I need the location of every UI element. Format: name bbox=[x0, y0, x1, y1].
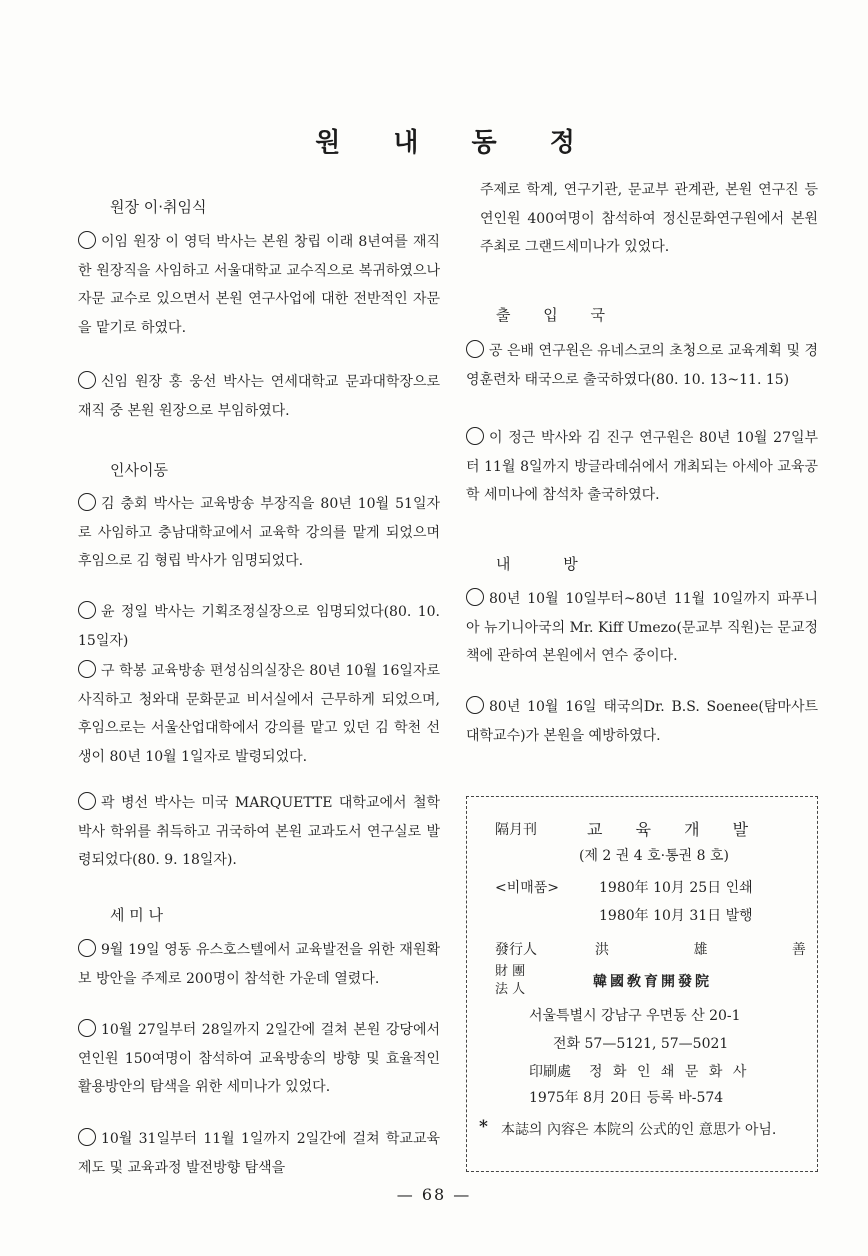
issue-info: (제 2 권 4 호·통권 8 호) bbox=[579, 848, 729, 864]
paragraph-incoming-director bbox=[78, 368, 440, 425]
paragraph-departure-1 bbox=[466, 337, 818, 394]
paragraph-text: 10월 31일부터 11월 1일까지 2일간에 걸쳐 학교교육제도 및 교육과정 발전방향 탐색을 bbox=[78, 1131, 440, 1176]
circle-bullet-icon bbox=[78, 371, 96, 389]
heading-departures: 출 입 국 bbox=[496, 306, 620, 324]
circle-bullet-icon bbox=[78, 792, 96, 810]
printer-name: 정 화 인 쇄 문 화 사 bbox=[589, 1064, 750, 1080]
paragraph-text: 80년 10월 16일 태국의Dr. B.S. Soenee(탐마사트 대학교수)가 본원을 예방하였다. bbox=[466, 699, 818, 744]
paragraph-personnel-4 bbox=[78, 789, 440, 875]
paragraph-text: 이 정근 박사와 김 진구 연구원은 80년 10월 27일부터 11월 8일까지 방글라데쉬에서 개최되는 아세아 교육공학 세미나에 참석차 출국하였다. bbox=[466, 430, 818, 503]
circle-bullet-icon bbox=[466, 340, 484, 358]
paragraph-seminar-3 bbox=[78, 1125, 440, 1182]
label-printer: 印刷處 bbox=[529, 1064, 571, 1080]
paragraph-seminar-1 bbox=[78, 936, 440, 993]
label-publisher: 發行人 bbox=[495, 942, 537, 958]
paragraph-text: 이임 원장 이 영덕 박사는 본원 창립 이래 8년여를 재직한 원장직을 사임하고 서울대학교 교수직으로 복귀하였으나 자문 교수로 있으면서 본원 연구사업에 대한 전반적인 자문을 맡기로 하였다. bbox=[78, 234, 440, 336]
note-asterisk: * bbox=[479, 1117, 488, 1137]
colophon-box bbox=[466, 796, 846, 1172]
registration: 1975年 8月 20日 등록 바-574 bbox=[529, 1090, 724, 1106]
phone: 전화 57—5121, 57—5021 bbox=[553, 1036, 729, 1052]
heading-director-ceremony: 원장 이·취임식 bbox=[110, 198, 207, 216]
paragraph-text: 김 충회 박사는 교육방송 부장직을 80년 10월 51일자로 사임하고 충남대학교에서 교육학 강의를 맡게 되었으며 후임으로 김 형립 박사가 임명되었다. bbox=[78, 496, 440, 569]
paragraph-text: 공 은배 연구원은 유네스코의 초청으로 교육계획 및 경영훈련차 태국으로 출국하였다(80. 10. 13~11. 15) bbox=[466, 343, 818, 388]
paragraph-text: 10월 27일부터 28일까지 2일간에 걸쳐 본원 강당에서 연인원 150여명이 참석하여 교육방송의 방향 및 효율적인 활용방안의 탐색을 위한 세미나가 있었다. bbox=[78, 1022, 440, 1095]
circle-bullet-icon bbox=[78, 493, 96, 511]
paragraph-text: 80년 10월 10일부터~80년 11월 10일까지 파푸니아 뉴기니아국의 Mr. Kiff Umezo(문교부 직원)는 문교정책에 관하여 본원에서 연수 중이다. bbox=[466, 591, 818, 664]
circle-bullet-icon bbox=[78, 1128, 96, 1146]
paragraph-visitor-1 bbox=[466, 585, 818, 671]
paragraph-seminar-3-continued: 주제로 학계, 연구기관, 문교부 관계관, 본원 연구진 등 연인원 400여명이 참석하여 정신문화연구원에서 본원 주최로 그랜드세미나가 있었다. bbox=[480, 182, 818, 255]
label-bimonthly: 隔月刊 bbox=[495, 822, 537, 838]
paragraph-personnel-1 bbox=[78, 490, 440, 576]
circle-bullet-icon bbox=[466, 427, 484, 445]
circle-bullet-icon bbox=[78, 939, 96, 957]
label-nonsale: <비매품> bbox=[495, 880, 560, 896]
label-foundation: 財 團 法 人 bbox=[495, 964, 526, 997]
circle-bullet-icon bbox=[466, 588, 484, 606]
journal-title: 교 육 개 발 bbox=[587, 820, 763, 839]
publication-date: 1980年 10月 31日 발행 bbox=[599, 908, 753, 924]
paragraph-departure-2 bbox=[466, 424, 818, 510]
page-number: — 68 — bbox=[396, 1185, 472, 1204]
paragraph-text: 곽 병선 박사는 미국 MARQUETTE 대학교에서 철학박사 학위를 취득하고 귀국하여 본원 교과도서 연구실로 발령되었다(80. 9. 18일자). bbox=[78, 795, 440, 868]
institute-name: 韓國敎育開發院 bbox=[593, 974, 712, 990]
paragraph-text: 9월 19일 영동 유스호스텔에서 교육발전을 위한 재원확보 방안을 주제로 200명이 참석한 가운데 열렸다. bbox=[78, 942, 440, 987]
circle-bullet-icon bbox=[78, 1019, 96, 1037]
paragraph-personnel-2 bbox=[78, 598, 440, 655]
disclaimer-note: 本誌의 內容은 本院의 公式的인 意思가 아님. bbox=[501, 1122, 777, 1138]
paragraph-seminar-2 bbox=[78, 1016, 440, 1102]
heading-seminar: 세 미 나 bbox=[110, 906, 164, 924]
circle-bullet-icon bbox=[78, 660, 96, 678]
circle-bullet-icon bbox=[78, 231, 96, 249]
address: 서울특별시 강남구 우면동 산 20-1 bbox=[529, 1008, 741, 1024]
circle-bullet-icon bbox=[466, 696, 484, 714]
paragraph-personnel-3 bbox=[78, 657, 440, 771]
paragraph-outgoing-director bbox=[78, 228, 440, 342]
heading-personnel: 인사이동 bbox=[110, 461, 168, 479]
publisher-name: 洪 雄 善 bbox=[595, 942, 846, 958]
heading-visitors: 내 방 bbox=[496, 555, 602, 573]
circle-bullet-icon bbox=[78, 601, 96, 619]
page-title: 원 내 동 정 bbox=[315, 128, 597, 158]
paragraph-text: 신임 원장 홍 웅선 박사는 연세대학교 문과대학장으로 재직 중 본원 원장으로 부임하였다. bbox=[78, 374, 440, 419]
paragraph-text: 윤 정일 박사는 기획조정실장으로 임명되었다(80. 10. 15일자) bbox=[78, 604, 440, 649]
paragraph-text: 구 학봉 교육방송 편성심의실장은 80년 10월 16일자로 사직하고 청와대 문화문교 비서실에서 근무하게 되었으며, 후임으로는 서울산업대학에서 강의를 맡고 있던 김 학천 선생이 80년 10월 1일자로 발령되었다. bbox=[78, 663, 440, 765]
paragraph-visitor-2 bbox=[466, 693, 818, 750]
print-date: 1980年 10月 25日 인쇄 bbox=[599, 880, 753, 896]
